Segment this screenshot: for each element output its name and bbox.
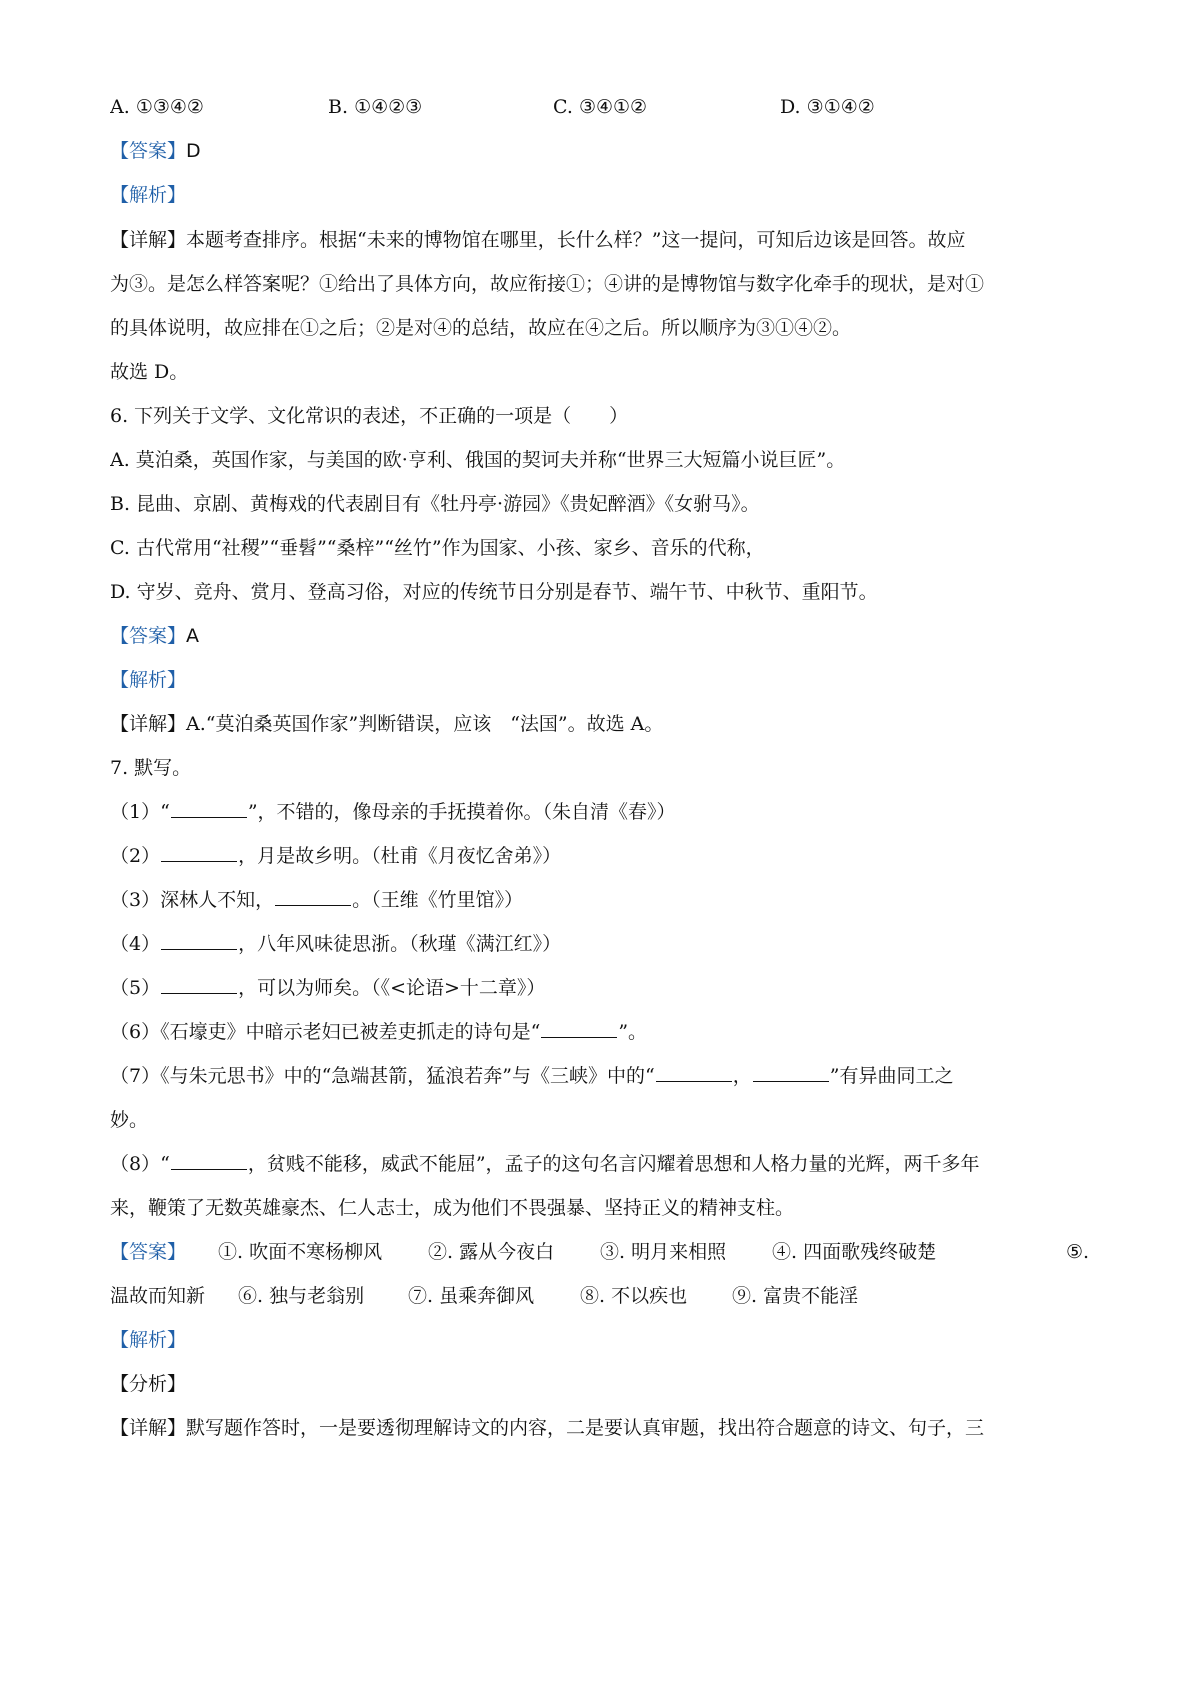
- q7-item-3-suffix: 。（王维《竹里馆》）: [352, 889, 524, 911]
- analysis-label: 【解析】: [110, 669, 187, 691]
- q6-option-b: B. 昆曲、京剧、黄梅戏的代表剧目有《牡丹亭·游园》《贵妃醉酒》《女驸马》。: [110, 493, 760, 515]
- q7-detail-text: 默写题作答时，一是要透彻理解诗文的内容，二是要认真审题，找出符合题意的诗文、句子，三: [186, 1417, 985, 1439]
- q5-detail-line-3: 的具体说明，故应排在①之后；②是对④的总结，故应在④之后。所以顺序为③①④②。: [110, 317, 852, 339]
- detail-label: 【详解】: [110, 713, 187, 735]
- answer-label: 【答案】: [110, 1241, 187, 1263]
- q6-stem: 6. 下列关于文学、文化常识的表述，不正确的一项是（ ）: [110, 405, 629, 427]
- fill-blank: [656, 1062, 732, 1082]
- q7-item-8-continued: 来，鞭策了无数英雄豪杰、仁人志士，成为他们不畏强暴、坚持正义的精神支柱。: [110, 1197, 795, 1219]
- q5-options-row: [110, 92, 1100, 122]
- q6-answer-line: [110, 621, 1100, 651]
- q5-conclusion: 故选 D。: [110, 361, 189, 383]
- q5-option-a: A. ①③④②: [110, 96, 204, 118]
- q5-answer-line: [110, 136, 1100, 166]
- q7-answer-2: ②. 露从今夜白: [428, 1241, 555, 1263]
- q7-detail-line: [110, 1413, 1100, 1443]
- fill-blank: [161, 930, 237, 950]
- q6-detail-text: A.“莫泊桑英国作家”判断错误，应该 “法国”。故选 A。: [186, 713, 664, 735]
- fenxi-label: 【分析】: [110, 1373, 187, 1395]
- q6-analysis-label-line: [110, 665, 1100, 695]
- q7-item-2-prefix: （2）: [110, 845, 161, 867]
- fill-blank: [753, 1062, 829, 1082]
- q7-stem: 7. 默写。: [110, 757, 192, 779]
- fill-blank: [161, 974, 237, 994]
- q7-answer-6: ⑥. 独与老翁别: [238, 1285, 365, 1307]
- q6-option-c: C. 古代常用“社稷”“垂髫”“桑梓”“丝竹”作为国家、小孩、家乡、音乐的代称，: [110, 537, 765, 559]
- detail-label: 【详解】: [110, 1417, 187, 1439]
- q7-item-8: [110, 1149, 1100, 1179]
- q7-item-3-prefix: （3）深林人不知，: [110, 889, 275, 911]
- q7-item-7: [110, 1061, 1100, 1091]
- q6-option-a: A. 莫泊桑，英国作家，与美国的欧·亨利、俄国的契诃夫并称“世界三大短篇小说巨匠”。: [110, 449, 846, 471]
- q7-item-8-suffix: ，贫贱不能移，威武不能屈”，孟子的这句名言闪耀着思想和人格力量的光辉，两千多年: [247, 1153, 980, 1175]
- q6-detail-line: [110, 709, 1100, 739]
- q7-analysis-label-line: [110, 1325, 1100, 1355]
- q7-item-8-prefix: （8）“: [110, 1153, 170, 1175]
- q7-item-3: [110, 885, 1100, 915]
- q6-answer-value: A: [186, 625, 200, 647]
- q7-item-4-suffix: ，八年风味徒思浙。（秋瑾《满江红》）: [238, 933, 562, 955]
- q7-item-7-suffix: ”有异曲同工之: [829, 1065, 954, 1087]
- q5-option-c: C. ③④①②: [553, 96, 648, 118]
- q7-item-2-suffix: ，月是故乡明。（杜甫《月夜忆舍弟》）: [238, 845, 562, 867]
- q7-item-5-prefix: （5）: [110, 977, 161, 999]
- q7-answer-9: ⑨. 富贵不能淫: [732, 1285, 859, 1307]
- q7-item-6-prefix: （6）《石壕吏》中暗示老妇已被差吏抓走的诗句是“: [110, 1021, 541, 1043]
- q5-detail-text-1: 本题考查排序。根据“未来的博物馆在哪里，长什么样？”这一提问，可知后边该是回答。故应: [186, 229, 966, 251]
- q7-answer-8: ⑧. 不以疾也: [580, 1285, 688, 1307]
- detail-label: 【详解】: [110, 229, 187, 251]
- answer-label: 【答案】: [110, 140, 187, 162]
- q7-item-4: [110, 929, 1100, 959]
- fill-blank: [171, 798, 247, 818]
- q7-item-7-prefix: （7）《与朱元思书》中的“急端甚箭，猛浪若奔”与《三峡》中的“: [110, 1065, 655, 1087]
- q5-answer-value: D: [186, 140, 201, 162]
- q7-item-6: [110, 1017, 1100, 1047]
- q7-answer-5-number: ⑤.: [1066, 1241, 1090, 1263]
- q7-item-7-continued: 妙。: [110, 1109, 149, 1131]
- analysis-label: 【解析】: [110, 1329, 187, 1351]
- q5-option-b: B. ①④②③: [328, 96, 423, 118]
- q7-answer-row-1: [110, 1237, 1100, 1267]
- q7-item-5: [110, 973, 1100, 1003]
- q7-answer-1: ①. 吹面不寒杨柳风: [218, 1241, 383, 1263]
- q7-item-7-mid: ，: [732, 1065, 752, 1087]
- fill-blank: [161, 842, 237, 862]
- q7-item-1-prefix: （1）“: [110, 801, 170, 823]
- q7-item-1-suffix: ”，不错的，像母亲的手抚摸着你。（朱自清《春》）: [247, 801, 676, 823]
- q7-item-6-suffix: ”。: [618, 1021, 648, 1043]
- q7-item-2: [110, 841, 1100, 871]
- analysis-label: 【解析】: [110, 184, 187, 206]
- q5-analysis-label-line: [110, 180, 1100, 210]
- answer-label: 【答案】: [110, 625, 187, 647]
- q7-item-4-prefix: （4）: [110, 933, 161, 955]
- q5-detail-line-2: 为③。是怎么样答案呢？①给出了具体方向，故应衔接①；④讲的是博物馆与数字化牵手的现状，是对①: [110, 273, 985, 295]
- q7-answer-row-2: [110, 1281, 1100, 1311]
- q7-answer-4: ④. 四面歌残终破楚: [772, 1241, 937, 1263]
- q7-answer-5-text: 温故而知新: [110, 1285, 206, 1307]
- q7-answer-3: ③. 明月来相照: [600, 1241, 727, 1263]
- q7-item-1: [110, 797, 1100, 827]
- q7-fenxi-label-line: [110, 1369, 1100, 1399]
- q7-item-5-suffix: ，可以为师矣。（《<论语>十二章》）: [238, 977, 546, 999]
- q6-option-d: D. 守岁、竞舟、赏月、登高习俗，对应的传统节日分别是春节、端午节、中秋节、重阳节。: [110, 581, 878, 603]
- fill-blank: [171, 1150, 247, 1170]
- q7-answer-7: ⑦. 虽乘奔御风: [408, 1285, 535, 1307]
- fill-blank: [541, 1018, 617, 1038]
- q5-option-d: D. ③①④②: [780, 96, 875, 118]
- fill-blank: [275, 886, 351, 906]
- q5-detail-line-1: [110, 225, 1100, 255]
